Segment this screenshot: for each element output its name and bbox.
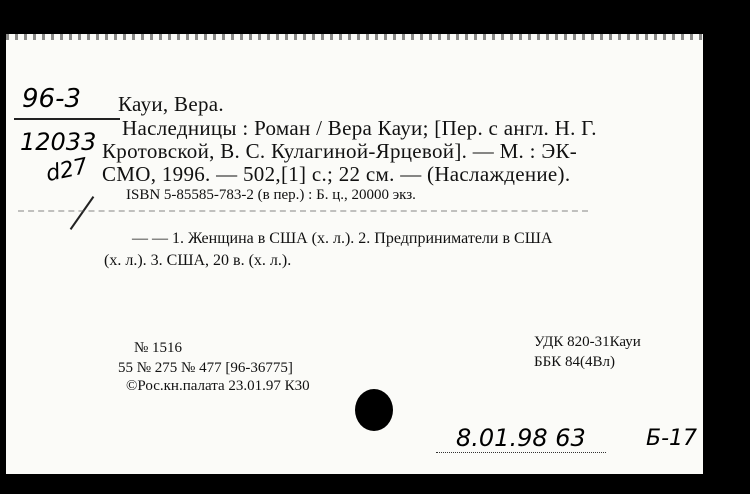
scan-border-right: [703, 0, 750, 494]
subjects-line-2: (х. л.). 3. США, 20 в. (х. л.).: [104, 252, 292, 269]
shelf-mark-handwritten: 96-3: [22, 84, 82, 114]
scan-border-bottom: [0, 474, 750, 494]
date-underline: [436, 452, 606, 453]
chamber-line: ©Рос.кн.палата 23.01.97 К30: [126, 378, 310, 394]
scan-dash-line: [18, 210, 588, 212]
date-handwritten: 8.01.98 63: [456, 424, 586, 452]
inventory-number-handwritten: 12033: [20, 128, 97, 156]
title-line-2: Кротовской, В. С. Кулагиной-Ярцевой]. — М. : ЭК-: [102, 139, 578, 163]
mark-handwritten: d27: [43, 153, 91, 188]
corner-handwritten: Б-17: [646, 426, 698, 451]
punch-hole: [355, 389, 393, 431]
isbn-line: ISBN 5-85585-783-2 (в пер.) : Б. ц., 20000 экз.: [126, 187, 416, 203]
bbk-code: ББК 84(4Вл): [534, 354, 615, 370]
subjects-line-1: — — 1. Женщина в США (х. л.). 2. Предприниматели в США: [132, 230, 553, 247]
mark-slash: [70, 196, 95, 230]
scan-noise: [6, 34, 703, 40]
record-line: 55 № 275 № 477 [96-36775]: [118, 360, 293, 376]
shelf-mark-underline: [14, 118, 120, 120]
author-heading: Кауи, Вера.: [118, 92, 224, 116]
udk-code: УДК 820-31Кауи: [534, 334, 641, 350]
title-line-3: СМО, 1996. — 502,[1] с.; 22 см. — (Наслаждение).: [102, 162, 571, 186]
title-line-1: Наследницы : Роман / Вера Кауи; [Пер. с англ. Н. Г.: [122, 116, 597, 140]
number-label: № 1516: [134, 340, 183, 356]
